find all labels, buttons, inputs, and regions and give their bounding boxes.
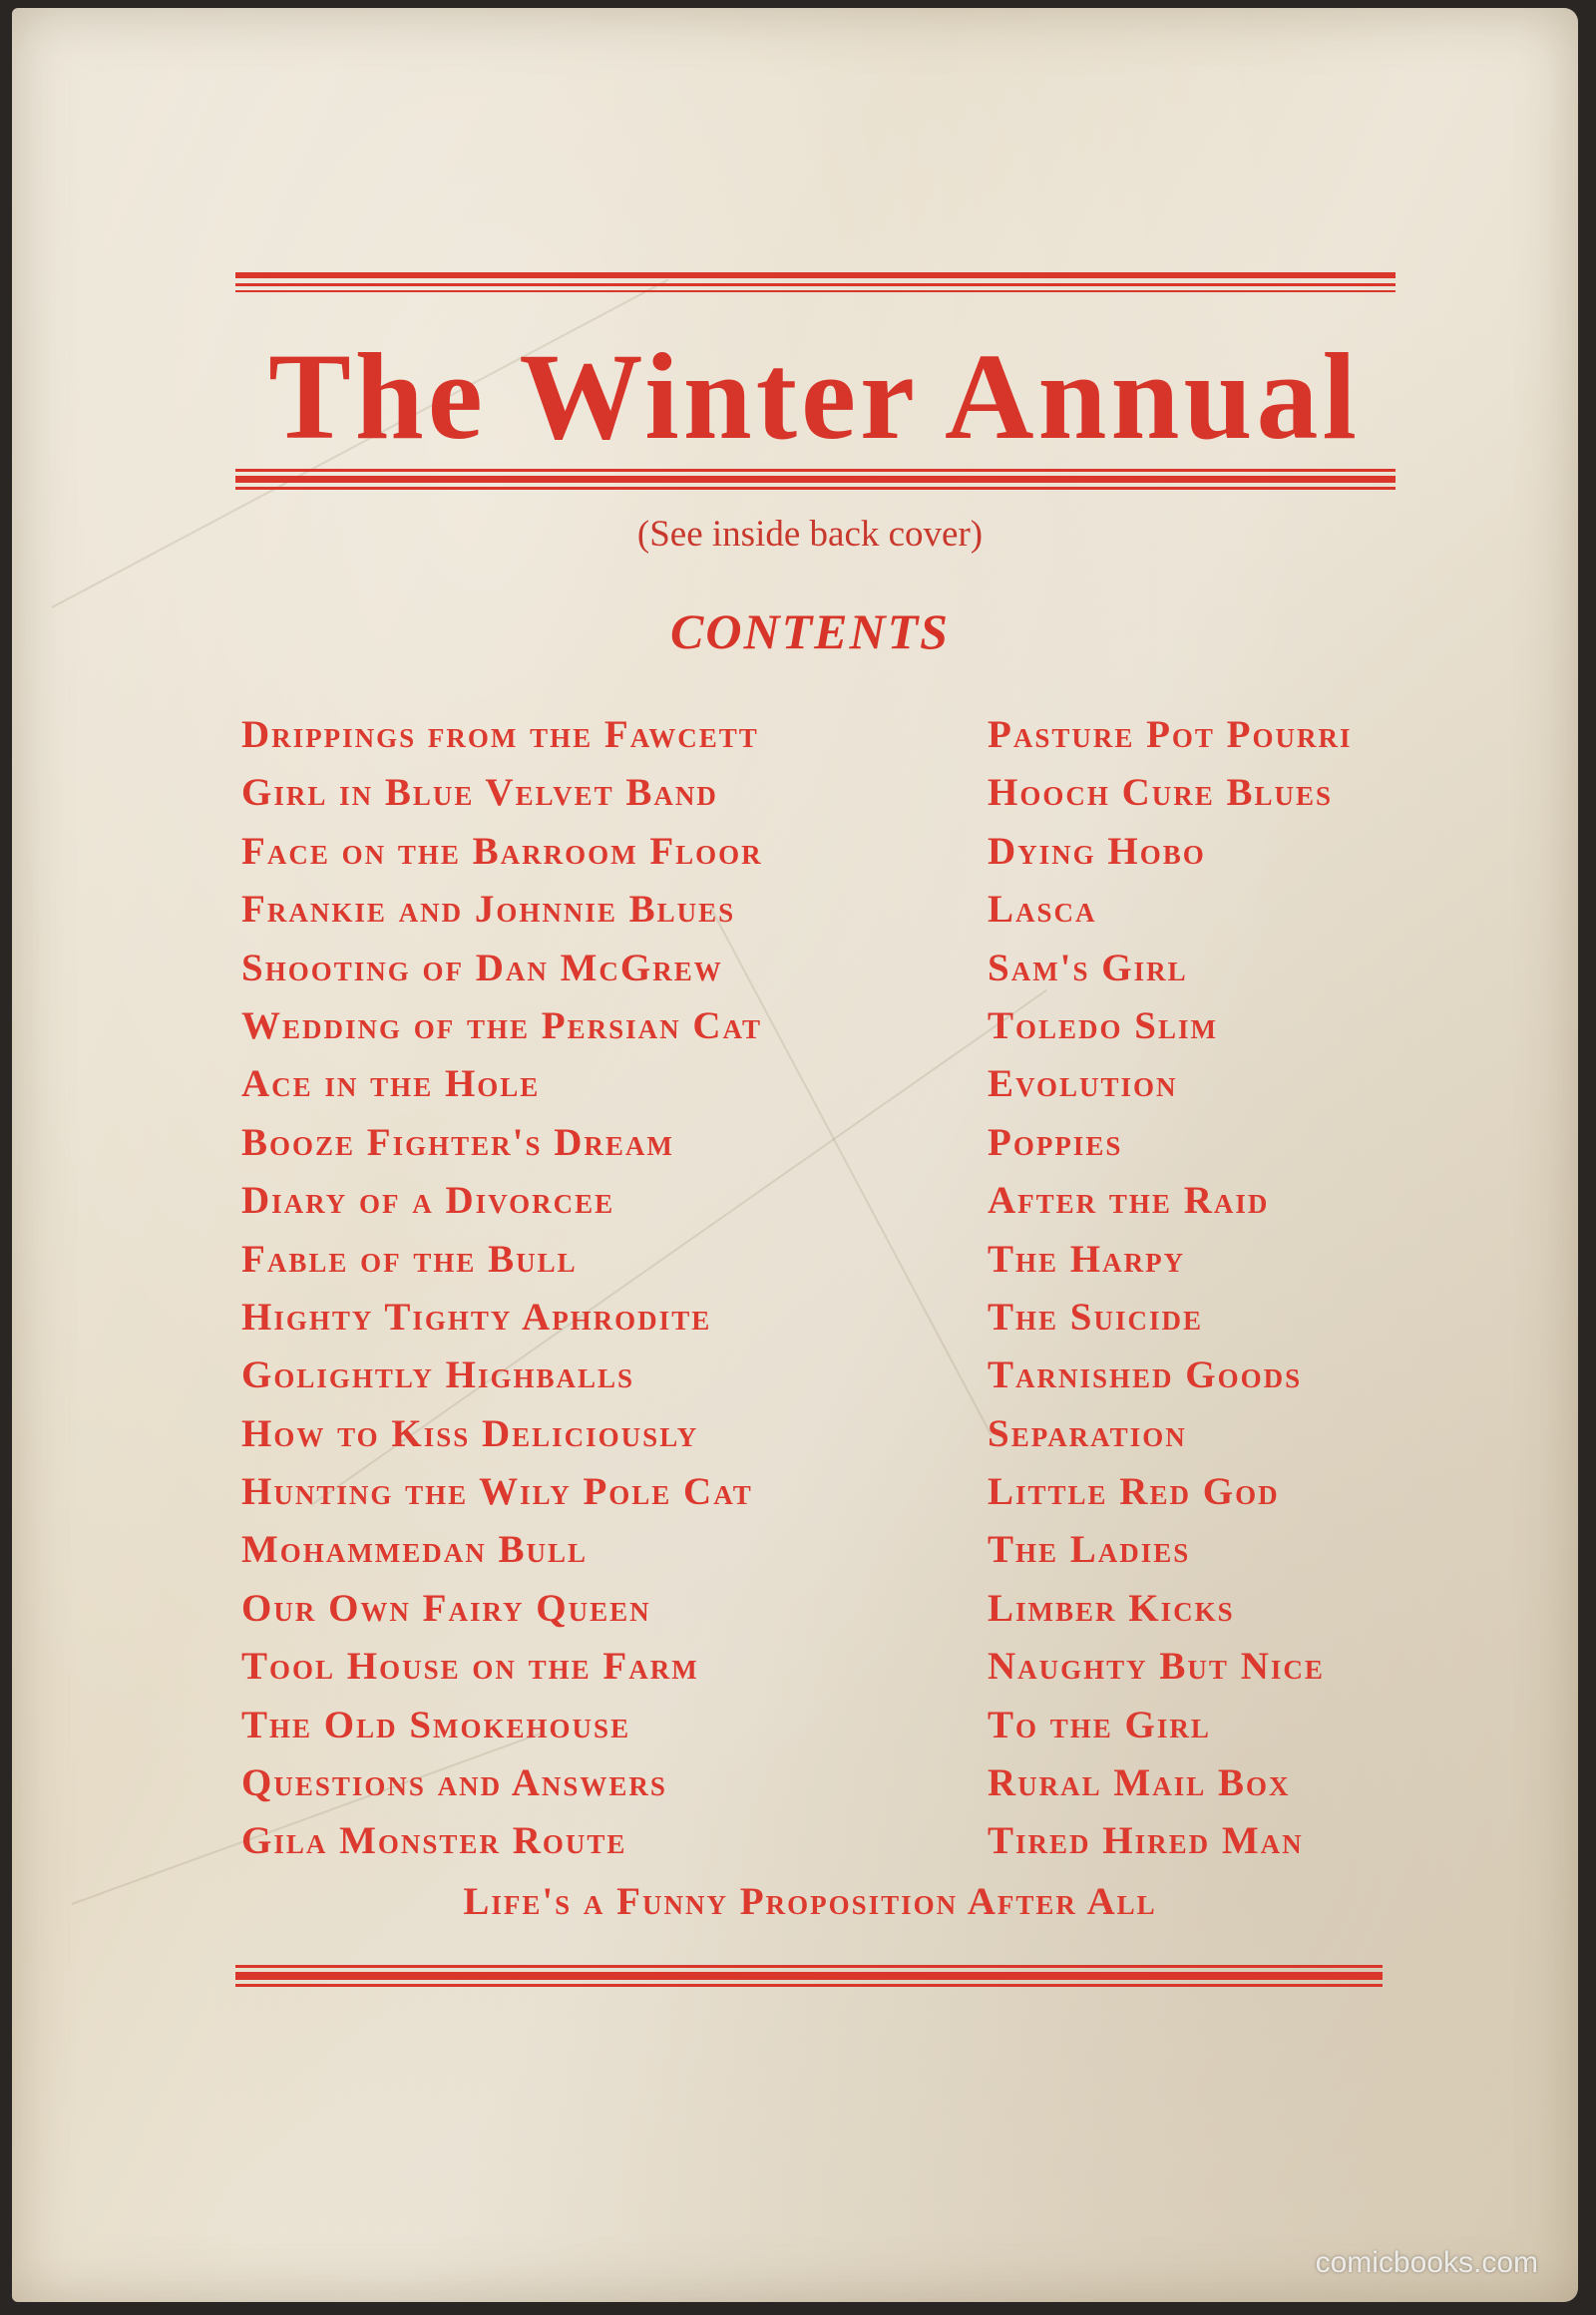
contents-item: Ace in the Hole [241,1062,541,1106]
contents-list-right [988,706,1353,1871]
contents-item: Rural Mail Box [988,1761,1291,1805]
contents-item: Frankie and Johnnie Blues [241,888,736,932]
watermark: comicbooks.com [1315,2246,1538,2279]
contents-item: Girl in Blue Velvet Band [241,771,718,815]
contents-item: Questions and Answers [241,1761,667,1805]
title-underline [235,469,1396,489]
contents-item: Fable of the Bull [241,1237,578,1281]
contents-item: Sam's Girl [988,946,1188,989]
contents-item: Little Red God [988,1470,1280,1514]
contents-list-left [241,706,763,1871]
contents-item: Face on the Barroom Floor [241,829,763,873]
contents-item: The Suicide [988,1295,1203,1339]
contents-item: The Old Smokehouse [241,1703,631,1746]
contents-item: After the Raid [988,1179,1270,1223]
top-border [235,272,1396,292]
contents-item: Separation [988,1411,1187,1455]
contents-item: Hooch Cure Blues [988,771,1334,815]
contents-item: Tired Hired Man [988,1819,1304,1863]
contents-item: Drippings from the Fawcett [241,713,759,756]
contents-item: Highty Tighty Aphrodite [241,1295,712,1339]
contents-item: Hunting the Wily Pole Cat [241,1470,753,1514]
contents-item: Dying Hobo [988,829,1206,873]
contents-item: Naughty But Nice [988,1645,1325,1689]
contents-item: Pasture Pot Pourri [988,713,1353,756]
contents-item: Mohammedan Bull [241,1528,589,1572]
contents-item: The Harpy [988,1237,1186,1281]
bottom-border [235,1965,1383,1987]
contents-item: Our Own Fairy Queen [241,1586,651,1630]
contents-item: Booze Fighter's Dream [241,1120,674,1164]
contents-final-item: Life's a Funny Proposition After All [463,1880,1157,1923]
subtitle: (See inside back cover) [636,514,984,555]
contents-item: Shooting of Dan McGrew [241,946,723,989]
contents-item: Poppies [988,1120,1123,1164]
contents-item: The Ladies [988,1528,1191,1572]
contents-item: Gila Monster Route [241,1819,627,1863]
magazine-page [12,8,1578,2302]
contents-item: Wedding of the Persian Cat [241,1003,763,1047]
page-title: The Winter Annual [268,328,1361,465]
contents-item: Tarnished Goods [988,1353,1303,1397]
contents-item: Golightly Highballs [241,1353,635,1397]
contents-heading: CONTENTS [670,603,950,659]
contents-item: To the Girl [988,1703,1211,1746]
contents-item: How to Kiss Deliciously [241,1411,699,1455]
contents-item: Toledo Slim [988,1003,1218,1047]
contents-item: Diary of a Divorcee [241,1179,615,1223]
contents-item: Limber Kicks [988,1586,1235,1630]
contents-item: Lasca [988,888,1097,932]
contents-item: Evolution [988,1062,1178,1106]
contents-item: Tool House on the Farm [241,1645,699,1689]
